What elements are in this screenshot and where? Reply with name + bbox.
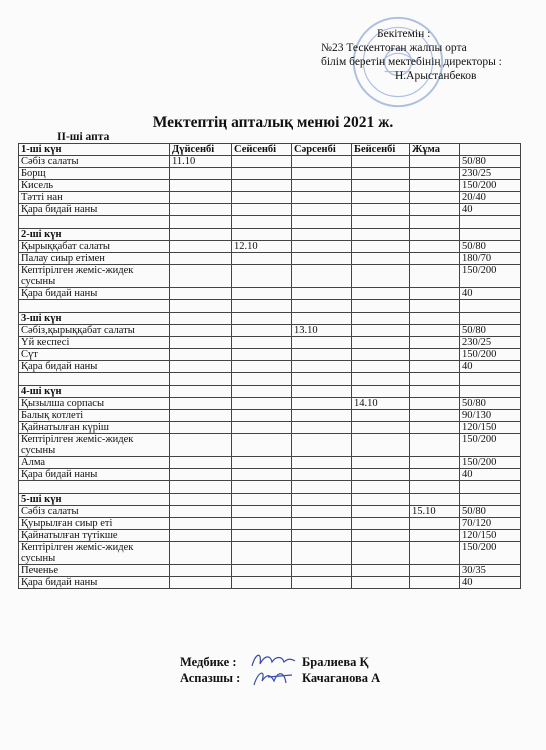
date-cell — [232, 530, 292, 542]
empty-cell — [352, 313, 410, 325]
date-cell — [232, 192, 292, 204]
dish-name: Борщ — [19, 168, 170, 180]
dish-name: Тәтті нан — [19, 192, 170, 204]
empty-cell — [19, 216, 170, 229]
date-cell — [352, 506, 410, 518]
empty-cell — [460, 313, 521, 325]
date-cell — [292, 204, 352, 216]
date-cell — [410, 410, 460, 422]
portion-cell: 50/80 — [460, 506, 521, 518]
empty-cell — [292, 300, 352, 313]
spacer-row — [19, 216, 521, 229]
section-header-row — [19, 386, 521, 398]
date-cell — [410, 518, 460, 530]
empty-cell — [352, 373, 410, 386]
section-header-row — [19, 494, 521, 506]
date-cell — [410, 349, 460, 361]
date-cell — [292, 156, 352, 168]
empty-cell — [232, 300, 292, 313]
date-cell — [292, 168, 352, 180]
day-header: Жұма — [410, 144, 460, 156]
date-cell — [410, 241, 460, 253]
empty-cell — [292, 494, 352, 506]
dish-name: Сүт — [19, 349, 170, 361]
empty-cell — [170, 494, 232, 506]
portion-cell: 150/200 — [460, 434, 521, 457]
table-row — [19, 577, 521, 589]
date-cell — [352, 253, 410, 265]
spacer-row — [19, 373, 521, 386]
date-cell — [292, 180, 352, 192]
empty-cell — [19, 300, 170, 313]
portion-cell: 150/200 — [460, 349, 521, 361]
empty-cell — [410, 300, 460, 313]
date-cell — [410, 457, 460, 469]
empty-cell — [170, 386, 232, 398]
empty-cell — [460, 229, 521, 241]
section-header-row — [19, 229, 521, 241]
date-cell — [170, 241, 232, 253]
dish-name: Қара бидай наны — [19, 361, 170, 373]
empty-cell — [232, 481, 292, 494]
date-cell — [232, 265, 292, 288]
empty-cell — [232, 373, 292, 386]
dish-name: Сәбіз салаты — [19, 156, 170, 168]
date-cell — [292, 434, 352, 457]
table-row — [19, 361, 521, 373]
date-cell — [410, 253, 460, 265]
empty-cell — [410, 494, 460, 506]
date-cell — [352, 457, 410, 469]
table-row — [19, 265, 521, 288]
empty-cell — [410, 313, 460, 325]
section-header-row — [19, 313, 521, 325]
date-cell — [170, 337, 232, 349]
date-cell — [410, 577, 460, 589]
date-cell — [352, 265, 410, 288]
table-row — [19, 156, 521, 168]
dish-name: Қызылша сорпасы — [19, 398, 170, 410]
table-row — [19, 253, 521, 265]
table-row — [19, 410, 521, 422]
date-cell — [232, 422, 292, 434]
empty-cell — [460, 494, 521, 506]
date-cell — [410, 422, 460, 434]
dish-name: Кептірілген жеміс-жидек сусыны — [19, 434, 170, 457]
cook-signature — [248, 667, 298, 689]
approval-line-3: білім беретін мектебінің директоры : — [321, 56, 502, 68]
date-cell — [232, 469, 292, 481]
cook-name: Качаганова А — [302, 671, 381, 685]
date-cell — [410, 361, 460, 373]
empty-cell — [170, 229, 232, 241]
approval-block — [0, 0, 546, 95]
date-cell — [232, 168, 292, 180]
table-row — [19, 325, 521, 337]
date-cell — [170, 434, 232, 457]
date-cell — [292, 469, 352, 481]
date-cell — [292, 192, 352, 204]
date-cell — [292, 288, 352, 300]
day-header: Сәрсенбі — [292, 144, 352, 156]
dish-name: Қара бидай наны — [19, 288, 170, 300]
date-cell — [292, 398, 352, 410]
spacer-row — [19, 481, 521, 494]
date-cell — [170, 349, 232, 361]
date-cell — [410, 192, 460, 204]
date-cell — [232, 434, 292, 457]
date-cell — [170, 398, 232, 410]
date-cell: 11.10 — [170, 156, 232, 168]
date-cell — [170, 422, 232, 434]
date-cell — [410, 180, 460, 192]
empty-cell — [170, 300, 232, 313]
date-cell — [292, 349, 352, 361]
date-cell — [232, 457, 292, 469]
date-cell — [352, 241, 410, 253]
date-cell — [352, 180, 410, 192]
empty-cell — [410, 373, 460, 386]
table-row — [19, 168, 521, 180]
date-cell — [292, 253, 352, 265]
portion-cell: 90/130 — [460, 410, 521, 422]
date-cell — [352, 204, 410, 216]
date-cell — [292, 337, 352, 349]
empty-cell — [352, 229, 410, 241]
table-row — [19, 457, 521, 469]
portion-cell: 120/150 — [460, 422, 521, 434]
portion-cell: 230/25 — [460, 168, 521, 180]
date-cell — [232, 288, 292, 300]
date-cell — [170, 577, 232, 589]
date-cell — [232, 349, 292, 361]
date-cell — [410, 434, 460, 457]
empty-cell — [232, 216, 292, 229]
day-header: Дүйсенбі — [170, 144, 232, 156]
empty-cell — [170, 481, 232, 494]
empty-cell — [352, 216, 410, 229]
date-cell — [352, 337, 410, 349]
empty-cell — [232, 494, 292, 506]
section-label: 5-ші күн — [19, 494, 170, 506]
portion-cell: 40 — [460, 577, 521, 589]
date-cell — [410, 337, 460, 349]
date-cell — [170, 565, 232, 577]
date-cell — [170, 410, 232, 422]
date-cell — [410, 565, 460, 577]
nurse-label: Медбике : — [180, 655, 237, 669]
empty-cell — [410, 229, 460, 241]
date-cell — [292, 518, 352, 530]
date-cell — [292, 506, 352, 518]
portion-cell: 120/150 — [460, 530, 521, 542]
portion-cell: 40 — [460, 204, 521, 216]
date-cell — [410, 325, 460, 337]
date-cell — [170, 542, 232, 565]
date-cell — [232, 253, 292, 265]
dish-name: Палау сиыр етімен — [19, 253, 170, 265]
date-cell — [352, 288, 410, 300]
date-cell — [352, 577, 410, 589]
cook-label: Аспазшы : — [180, 671, 241, 685]
portion-cell: 230/25 — [460, 337, 521, 349]
empty-cell — [232, 386, 292, 398]
date-cell — [232, 398, 292, 410]
empty-cell — [460, 373, 521, 386]
date-cell — [410, 265, 460, 288]
dish-name: Печенье — [19, 565, 170, 577]
table-row — [19, 204, 521, 216]
empty-cell — [460, 216, 521, 229]
dish-name: Қуырылған сиыр еті — [19, 518, 170, 530]
empty-cell — [292, 373, 352, 386]
date-cell — [352, 192, 410, 204]
day-header: Бейсенбі — [352, 144, 410, 156]
empty-cell — [232, 313, 292, 325]
date-cell — [292, 577, 352, 589]
dish-name: Қырыққабат салаты — [19, 241, 170, 253]
date-cell — [292, 241, 352, 253]
date-cell — [232, 577, 292, 589]
date-cell — [232, 518, 292, 530]
table-row — [19, 506, 521, 518]
empty-cell — [292, 216, 352, 229]
section-label: 3-ші күн — [19, 313, 170, 325]
portion-cell: 150/200 — [460, 542, 521, 565]
empty-cell — [170, 313, 232, 325]
portion-cell: 30/35 — [460, 565, 521, 577]
table-row — [19, 337, 521, 349]
date-cell — [232, 325, 292, 337]
date-cell — [232, 337, 292, 349]
date-cell — [352, 565, 410, 577]
dish-name: Сәбіз,қырыққабат салаты — [19, 325, 170, 337]
table-row — [19, 349, 521, 361]
date-cell — [410, 398, 460, 410]
date-cell — [352, 349, 410, 361]
portion-cell: 70/120 — [460, 518, 521, 530]
date-cell — [292, 265, 352, 288]
date-cell — [232, 542, 292, 565]
date-cell — [352, 422, 410, 434]
date-cell — [410, 542, 460, 565]
date-cell — [170, 457, 232, 469]
date-cell — [352, 156, 410, 168]
spacer-row — [19, 300, 521, 313]
section-label: 4-ші күн — [19, 386, 170, 398]
dish-name: Балық котлеті — [19, 410, 170, 422]
date-cell — [410, 156, 460, 168]
portion-cell: 40 — [460, 469, 521, 481]
empty-cell — [292, 229, 352, 241]
date-cell — [232, 204, 292, 216]
date-cell — [170, 361, 232, 373]
date-cell — [170, 204, 232, 216]
table-row — [19, 241, 521, 253]
portion-cell: 150/200 — [460, 265, 521, 288]
dish-name: Қара бидай наны — [19, 204, 170, 216]
date-cell — [170, 192, 232, 204]
table-row — [19, 180, 521, 192]
table-row — [19, 434, 521, 457]
date-cell — [352, 325, 410, 337]
director-name: Н.Арыстанбеков — [395, 70, 477, 82]
empty-cell — [170, 373, 232, 386]
date-cell: 12.10 — [232, 241, 292, 253]
date-cell — [232, 180, 292, 192]
nurse-name: Бралиева Қ — [302, 655, 369, 669]
date-cell — [352, 542, 410, 565]
portion-cell: 150/200 — [460, 180, 521, 192]
dish-name: Қайнатылған күріш — [19, 422, 170, 434]
dish-name: Кептірілген жеміс-жидек сусыны — [19, 542, 170, 565]
empty-cell — [352, 386, 410, 398]
dish-name: Қайнатылған түтікше — [19, 530, 170, 542]
empty-cell — [410, 216, 460, 229]
empty-cell — [410, 386, 460, 398]
date-cell — [410, 469, 460, 481]
date-cell — [292, 410, 352, 422]
section-label: 1-ші күн — [19, 144, 170, 156]
date-cell — [170, 288, 232, 300]
empty-cell — [232, 229, 292, 241]
empty-cell — [410, 481, 460, 494]
empty-cell — [460, 300, 521, 313]
date-cell — [170, 469, 232, 481]
date-cell — [352, 361, 410, 373]
portion-cell: 40 — [460, 361, 521, 373]
portion-cell: 150/200 — [460, 457, 521, 469]
date-cell — [170, 168, 232, 180]
week-label: ІІ-ші апта — [57, 131, 110, 143]
date-cell — [170, 265, 232, 288]
dish-name: Қара бидай наны — [19, 469, 170, 481]
date-cell — [170, 506, 232, 518]
table-row — [19, 542, 521, 565]
date-cell — [292, 422, 352, 434]
dish-name: Кисель — [19, 180, 170, 192]
date-cell — [232, 156, 292, 168]
date-cell — [352, 434, 410, 457]
table-row — [19, 288, 521, 300]
table-row — [19, 518, 521, 530]
empty-cell — [170, 216, 232, 229]
date-cell — [170, 518, 232, 530]
date-cell — [410, 530, 460, 542]
date-cell — [170, 530, 232, 542]
portion-cell: 40 — [460, 288, 521, 300]
empty-cell — [19, 373, 170, 386]
portion-cell: 50/80 — [460, 325, 521, 337]
date-cell: 13.10 — [292, 325, 352, 337]
date-cell — [292, 361, 352, 373]
date-cell: 15.10 — [410, 506, 460, 518]
table-row — [19, 192, 521, 204]
date-cell — [410, 168, 460, 180]
date-cell — [352, 410, 410, 422]
approval-line-2: №23 Тескентоған жалпы орта — [321, 42, 467, 54]
date-cell — [352, 168, 410, 180]
day-header: Сейсенбі — [232, 144, 292, 156]
page-title: Мектептің апталық менюі 2021 ж. — [152, 114, 394, 131]
date-cell — [410, 204, 460, 216]
portion-cell: 50/80 — [460, 398, 521, 410]
date-cell — [232, 410, 292, 422]
date-cell — [170, 180, 232, 192]
date-cell — [170, 253, 232, 265]
menu-table — [18, 143, 521, 589]
empty-cell — [292, 481, 352, 494]
date-cell — [292, 457, 352, 469]
empty-cell — [292, 313, 352, 325]
table-row — [19, 530, 521, 542]
portion-cell: 50/80 — [460, 241, 521, 253]
table-row — [19, 469, 521, 481]
portion-cell: 50/80 — [460, 156, 521, 168]
empty-cell — [460, 386, 521, 398]
empty-cell — [352, 494, 410, 506]
portion-cell: 20/40 — [460, 192, 521, 204]
table-row — [19, 422, 521, 434]
portion-header — [460, 144, 521, 156]
date-cell — [232, 565, 292, 577]
date-cell — [292, 565, 352, 577]
date-cell — [410, 288, 460, 300]
empty-cell — [460, 481, 521, 494]
date-cell — [352, 518, 410, 530]
date-cell — [170, 325, 232, 337]
table-row — [19, 398, 521, 410]
section-label: 2-ші күн — [19, 229, 170, 241]
date-cell — [352, 469, 410, 481]
empty-cell — [352, 300, 410, 313]
empty-cell — [352, 481, 410, 494]
date-cell — [352, 530, 410, 542]
date-cell — [232, 506, 292, 518]
date-cell — [232, 361, 292, 373]
date-cell: 14.10 — [352, 398, 410, 410]
empty-cell — [292, 386, 352, 398]
date-cell — [292, 530, 352, 542]
dish-name: Кептірілген жеміс-жидек сусыны — [19, 265, 170, 288]
section-header-row — [19, 144, 521, 156]
date-cell — [292, 542, 352, 565]
dish-name: Қара бидай наны — [19, 577, 170, 589]
dish-name: Сәбіз салаты — [19, 506, 170, 518]
table-row — [19, 565, 521, 577]
empty-cell — [19, 481, 170, 494]
approval-line-1: Бекітемін : — [377, 28, 431, 40]
dish-name: Үй кеспесі — [19, 337, 170, 349]
portion-cell: 180/70 — [460, 253, 521, 265]
dish-name: Алма — [19, 457, 170, 469]
